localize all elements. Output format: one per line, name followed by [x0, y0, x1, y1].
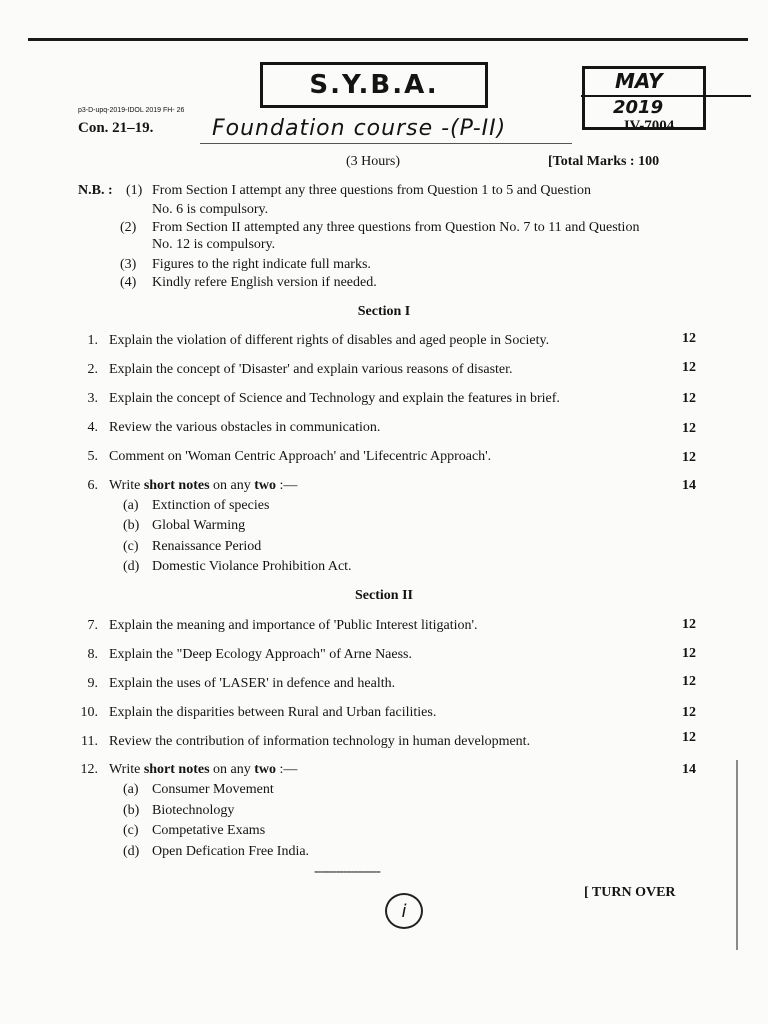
- question-text: Explain the uses of 'LASER' in defence and health.: [109, 676, 396, 691]
- duration: (3 Hours): [346, 154, 401, 169]
- page-mark: i: [401, 900, 407, 922]
- question-text: [109, 478, 297, 494]
- course-label: S.Y.B.A.: [309, 70, 439, 100]
- doc-code: p3-D-upq-2019-IDOL 2019 FH- 26: [78, 107, 185, 114]
- turn-over: [ TURN OVER: [584, 885, 676, 900]
- question-marks: 12: [682, 360, 696, 375]
- question-text: Review the various obstacles in communication.: [109, 420, 381, 435]
- sub-text: Extinction of species: [152, 498, 270, 513]
- sub-text: Open Defication Free India.: [152, 844, 310, 859]
- question-marks: 12: [682, 730, 696, 745]
- question-number: 1.: [87, 333, 98, 348]
- question-number: 6.: [87, 478, 98, 493]
- subject-underline: [200, 143, 572, 144]
- nb-num-2: (2): [120, 220, 137, 235]
- question-marks: 12: [682, 674, 696, 689]
- nb-line-1b: No. 6 is compulsory.: [152, 202, 269, 217]
- sub-label: (d): [123, 844, 140, 859]
- con-number: Con. 21–19.: [78, 120, 154, 136]
- q12-short-notes: short notes: [143, 762, 210, 777]
- question-number: 3.: [87, 391, 98, 406]
- q6-dash: :—: [276, 478, 298, 493]
- question-marks: 12: [682, 421, 696, 436]
- question-number: 7.: [87, 618, 98, 633]
- q12-on-any: on any: [209, 762, 255, 777]
- question-number: 12.: [80, 762, 98, 777]
- sub-text: Renaissance Period: [152, 539, 262, 554]
- sub-text: Consumer Movement: [152, 782, 274, 797]
- end-dashes: ------------------: [314, 864, 380, 879]
- sub-label: (b): [123, 518, 140, 533]
- nb-num-3: (3): [120, 257, 137, 272]
- sub-label: (c): [123, 539, 139, 554]
- question-text: [109, 762, 297, 778]
- nb-line-1a: From Section I attempt any three questions from Question 1 to 5 and Question: [152, 183, 591, 198]
- sub-text: Global Warming: [152, 518, 246, 533]
- question-number: 4.: [87, 420, 98, 435]
- nb-num-4: (4): [120, 275, 137, 290]
- course-box: [260, 62, 488, 108]
- question-text: Explain the "Deep Ecology Approach" of Arne Naess.: [109, 647, 413, 662]
- question-marks: 12: [682, 646, 696, 661]
- q6-on-any: on any: [209, 478, 255, 493]
- q6-two: two: [254, 478, 277, 493]
- question-number: 5.: [87, 449, 98, 464]
- nb-line-2a: From Section II attempted any three questions from Question No. 7 to 11 and Question: [152, 220, 640, 235]
- total-marks: [Total Marks : 100: [548, 154, 660, 169]
- top-border-line: [28, 38, 748, 41]
- section-1-title: Section I: [357, 304, 411, 319]
- sub-label: (a): [123, 498, 139, 513]
- question-marks: 14: [682, 762, 696, 777]
- exam-month: MAY: [615, 69, 663, 93]
- q12-dash: :—: [276, 762, 298, 777]
- sub-label: (a): [123, 782, 139, 797]
- nb-label: N.B. :: [78, 183, 113, 198]
- question-text: Explain the violation of different rights of disables and aged people in Society.: [109, 333, 550, 348]
- sub-text: Competative Exams: [152, 823, 266, 838]
- sub-label: (c): [123, 823, 139, 838]
- paper-code: JV-7004: [622, 118, 675, 134]
- question-marks: 14: [682, 478, 696, 493]
- question-marks: 12: [682, 705, 696, 720]
- question-text: Explain the concept of Science and Technology and explain the features in brief.: [109, 391, 560, 406]
- sub-text: Domestic Violance Prohibition Act.: [152, 559, 352, 574]
- nb-line-2b: No. 12 is compulsory.: [152, 237, 276, 252]
- question-text: Explain the concept of 'Disaster' and explain various reasons of disaster.: [109, 362, 513, 377]
- nb-num-1: (1): [126, 183, 143, 198]
- question-text: Explain the meaning and importance of 'Public Interest litigation'.: [109, 618, 478, 633]
- date-box-line: [581, 95, 751, 97]
- sub-label: (d): [123, 559, 140, 574]
- q12-write: Write: [109, 762, 144, 777]
- question-number: 2.: [87, 362, 98, 377]
- q6-write: Write: [109, 478, 144, 493]
- sub-label: (b): [123, 803, 140, 818]
- question-number: 8.: [87, 647, 98, 662]
- scan-edge-mark: [736, 760, 738, 950]
- question-marks: 12: [682, 617, 696, 632]
- question-number: 11.: [81, 734, 98, 749]
- question-marks: 12: [682, 450, 696, 465]
- subject-handwritten: Foundation course -(P-II): [212, 116, 507, 141]
- exam-year: 2019: [613, 97, 664, 118]
- question-number: 9.: [87, 676, 98, 691]
- question-text: Explain the disparities between Rural and Urban facilities.: [109, 705, 437, 720]
- nb-line-3: Figures to the right indicate full marks.: [152, 257, 371, 272]
- section-2-title: Section II: [355, 588, 413, 603]
- question-text: Review the contribution of information technology in human development.: [109, 734, 531, 749]
- page-mark-circle: [385, 893, 423, 929]
- sub-text: Biotechnology: [152, 803, 235, 818]
- question-marks: 12: [682, 331, 696, 346]
- question-marks: 12: [682, 391, 696, 406]
- question-number: 10.: [80, 705, 98, 720]
- q12-two: two: [254, 762, 277, 777]
- nb-line-4: Kindly refere English version if needed.: [152, 275, 377, 290]
- question-text: Comment on 'Woman Centric Approach' and 'Lifecentric Approach'.: [109, 449, 492, 464]
- q6-short-notes: short notes: [143, 478, 210, 493]
